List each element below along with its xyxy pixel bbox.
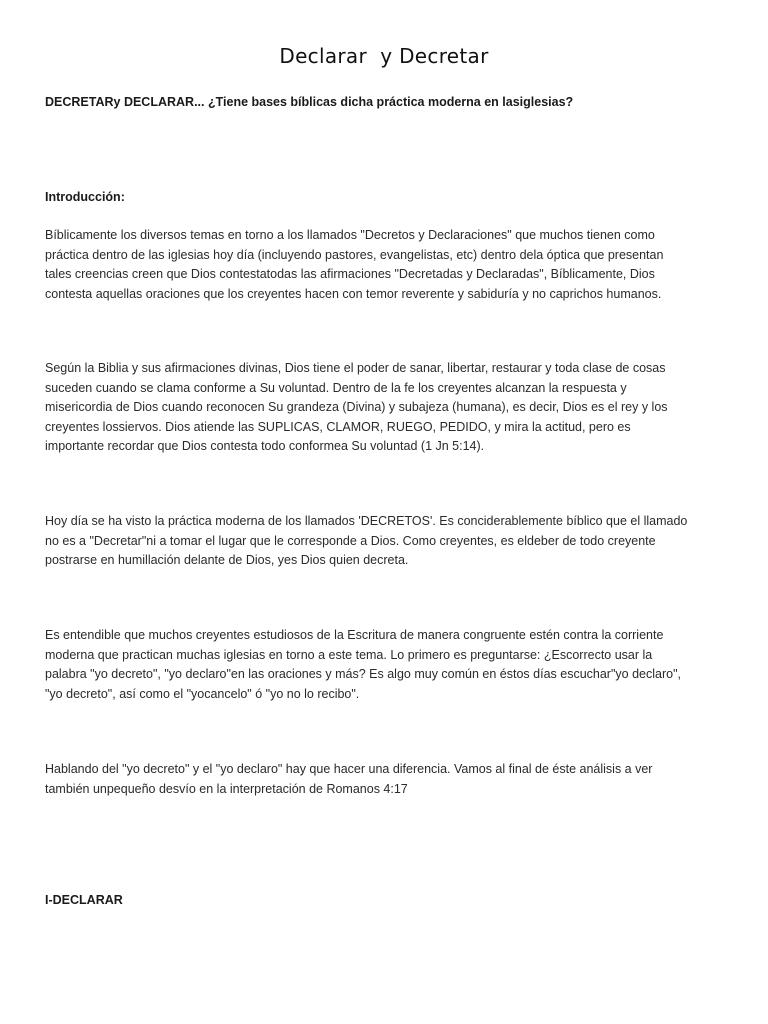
paragraph-line: palabra "yo decreto", "yo declaro"en las oraciones y más? Es algo muy común en éstos días escuchar"yo declaro", [45,667,681,681]
paragraph-line: Bíblicamente los diversos temas en torno a los llamados "Decretos y Declaraciones" que muchos tienen como [45,228,655,242]
paragraph-1 [45,226,735,304]
paragraph-line: suceden cuando se clama conforme a Su voluntad. Dentro de la fe los creyentes alcanzan la respuesta y [45,380,627,395]
paragraph-4 [45,626,735,704]
paragraph-line: importante recordar que Dios contesta todo conformea Su voluntad (1 Jn 5:14). [45,439,485,453]
paragraph-3 [45,512,735,571]
paragraph-2 [45,359,735,457]
document-title: Declarar y Decretar [279,44,489,68]
paragraph-line: no es a "Decretar"ni a tomar el lugar que le corresponde a Dios. Como creyentes, es eldeber de todo creyente [45,533,656,548]
paragraph-line: misericordia de Dios cuando reconocen Su grandeza (Divina) y subajeza (humana), es decir, Dios es el rey y los [45,400,668,414]
section-heading-declarar: I-DECLARAR [45,893,123,907]
document-subtitle: DECRETARy DECLARAR... ¿Tiene bases bíblicas dicha práctica moderna en lasiglesias? [45,95,574,109]
paragraph-5 [45,760,735,799]
paragraph-line: tales creencias creen que Dios contestatodas las afirmaciones "Decretadas y Declaradas", Bíblicamente, Dios [45,267,655,281]
paragraph-line: postrarse en humillación delante de Dios, yes Dios quien decreta. [45,553,409,567]
paragraph-line: también unpequeño desvío en la interpretación de Romanos 4:17 [45,781,408,796]
paragraph-line: moderna que practican muchas iglesias en torno a este tema. Lo primero es preguntarse: ¿Escorrecto usar la [45,647,653,662]
paragraph-line: creyentes lossiervos. Dios atiende las SUPLICAS, CLAMOR, RUEGO, PEDIDO, y mira la actitud, pero es [45,419,631,434]
paragraph-line: Según la Biblia y sus afirmaciones divinas, Dios tiene el poder de sanar, libertar, restaurar y toda clase de cosas [45,361,666,375]
paragraph-line: "yo decreto", así como el "yocancelo" ó "yo no lo recibo". [45,686,360,701]
paragraph-line: Es entendible que muchos creyentes estudiosos de la Escritura de manera congruente estén contra la corriente [45,628,664,642]
paragraph-line: práctica dentro de las iglesias hoy día (incluyendo pastores, evangelistas, etc) dentro dela óptica que presentan [45,247,664,262]
paragraph-line: contesta aquellas oraciones que los creyentes hacen con temor reverente y sabiduría y no caprichos humanos. [45,286,662,301]
paragraph-line: Hablando del "yo decreto" y el "yo declaro" hay que hacer una diferencia. Vamos al final de éste análisis a ver [45,762,653,776]
intro-heading: Introducción: [45,190,125,204]
paragraph-line: Hoy día se ha visto la práctica moderna de los llamados 'DECRETOS'. Es conciderablemente bíblico que el llamado [45,514,688,528]
